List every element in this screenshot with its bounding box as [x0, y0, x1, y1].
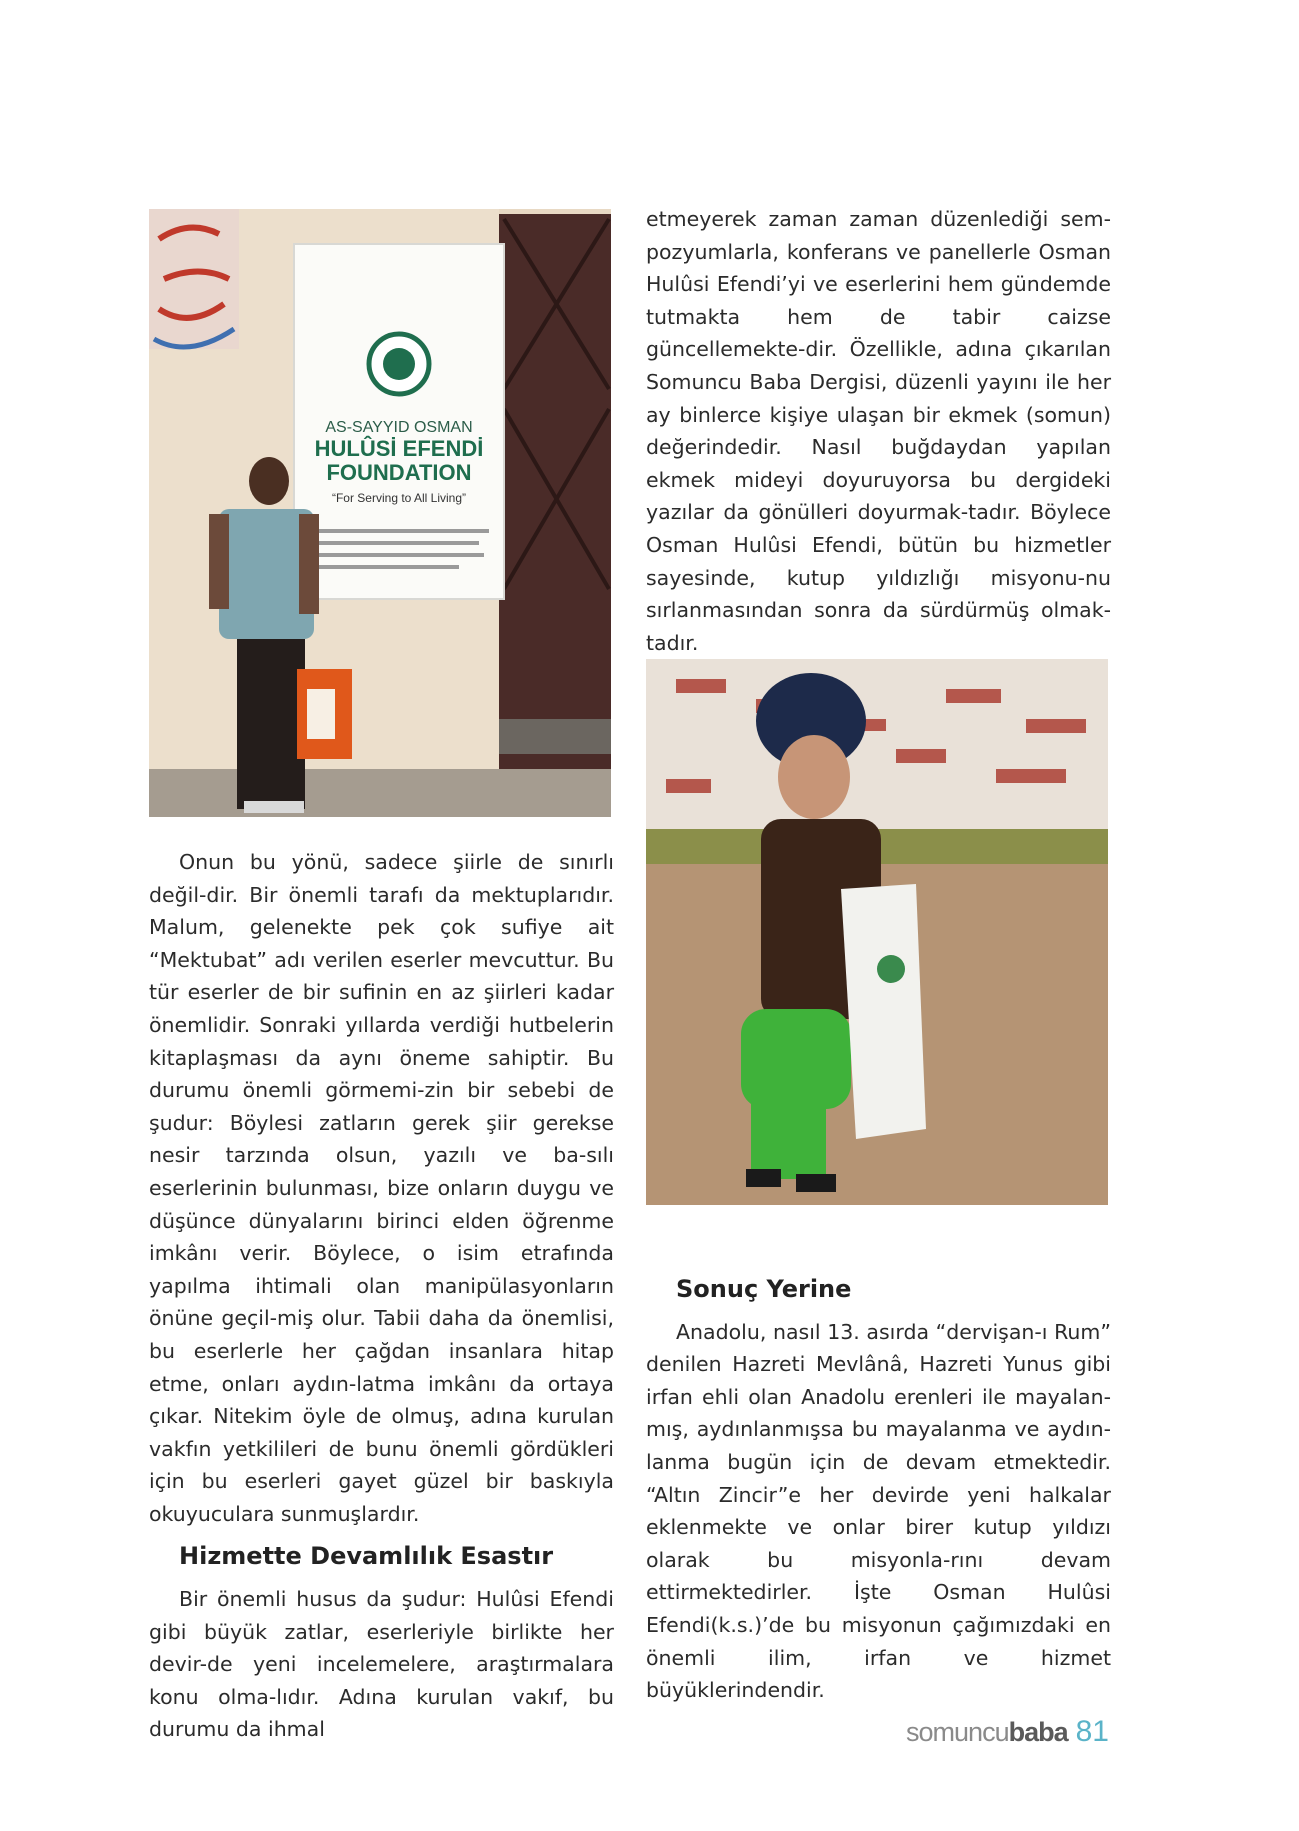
- text-column-left: [149, 846, 614, 1746]
- magazine-name: [906, 1717, 1068, 1747]
- photo-boy-with-banner: [149, 209, 611, 817]
- magazine-name-light: somuncu: [906, 1717, 1009, 1747]
- banner-line3: FOUNDATION: [326, 460, 472, 485]
- text-column-right-top: [646, 203, 1111, 659]
- paragraph: etmeyerek zaman zaman düzenlediği sem-pozyumlarla, konferans ve panellerle Osman Hulûsi Efendi’yi ve eserlerini hem gündemde tutmakta hem de tabir caizse güncellemekte-dir. Özellikle, adına çıkarılan Somuncu Baba Dergisi, düzenli yayını ile her ay binlerce kişiye ulaşan bir ekmek (somun) değerindedir. Nasıl buğdaydan yapılan ekmek mideyi doyuruyorsa bu dergideki yazılar da gönülleri doyurmak-tadır. Böylece Osman Hulûsi Efendi, bütün bu hizmetler sayesinde, kutup yıldızlığı misyonu-nu sırlanmasından sonra da sürdürmüş olmak-tadır.: [646, 207, 1111, 655]
- page-number: 81: [1075, 1715, 1109, 1748]
- banner-line2: HULÛSİ EFENDİ: [314, 436, 484, 461]
- text-column-right-bottom: [646, 1273, 1111, 1707]
- paragraph: Onun bu yönü, sadece şiirle de sınırlı değil-dir. Bir önemli tarafı da mektuplarıdır. Malum, gelenekte pek çok sufiye ait “Mektubat” adı verilen eserler mevcuttur. Bu tür eserler de bir sufinin en az şiirleri kadar önemlidir. Sonraki yıllarda verdiği hutbelerin kitaplaşması da aynı öneme sahiptir. Bu durumu önemli görmemi-zin bir sebebi de şudur: Böylesi zatların gerek şiir gerekse nesir tarzında olsun, yazılı ve ba-sılı eserlerinin bulunması, bize onların duygu ve düşünce dünyalarını birinci elden öğrenme imkânı verir. Böylece, o isim etrafında yapılma ihtimali olan manipülasyonların önüne geçil-miş olur. Tabii daha da önemlisi, bu eserlerle her çağdan insanlara hitap etme, onları aydın-latma imkânı da ortaya çıkar. Nitekim öyle de olmuş, adına kurulan vakfın yetkilileri de bunu önemli gördükleri için bu eserleri gayet güzel bir baskıyla okuyuculara sunmuşlardır.: [149, 850, 614, 1526]
- paragraph: Anadolu, nasıl 13. asırda “dervişan-ı Rum” denilen Hazreti Mevlânâ, Hazreti Yunus gibi irfan ehli olan Anadolu erenleri ile mayalan-mış, aydınlanmışsa bu mayalanma ve aydın-lanma bugün için de devam etmektedir. “Altın Zincir”e her devirde yeni halkalar eklenmekte ve onlar birer kutup yıldızı olarak bu misyonla-rını devam ettirmektedirler. İşte Osman Hulûsi Efendi(k.s.)’de bu misyonun çağımızdaki en önemli ilim, irfan ve hizmet büyüklerindendir.: [646, 1319, 1111, 1703]
- page-footer: [906, 1715, 1109, 1749]
- magazine-name-bold: baba: [1008, 1717, 1068, 1747]
- section-heading: Hizmette Devamlılık Esastır: [179, 1542, 554, 1571]
- banner-line1: AS-SAYYID OSMAN: [325, 419, 473, 436]
- paragraph: Bir önemli husus da şudur: Hulûsi Efendi gibi büyük zatlar, eserleriyle birlikte her devir-de yeni incelemelere, araştırmalara konu olma-lıdır. Adına kurulan vakıf, bu durumu da ihmal: [149, 1587, 614, 1742]
- banner-text: [294, 419, 504, 505]
- photo-child-with-bag: [646, 659, 1108, 1205]
- section-heading: Sonuç Yerine: [676, 1275, 852, 1303]
- banner-line4: “For Serving to All Living”: [331, 491, 467, 505]
